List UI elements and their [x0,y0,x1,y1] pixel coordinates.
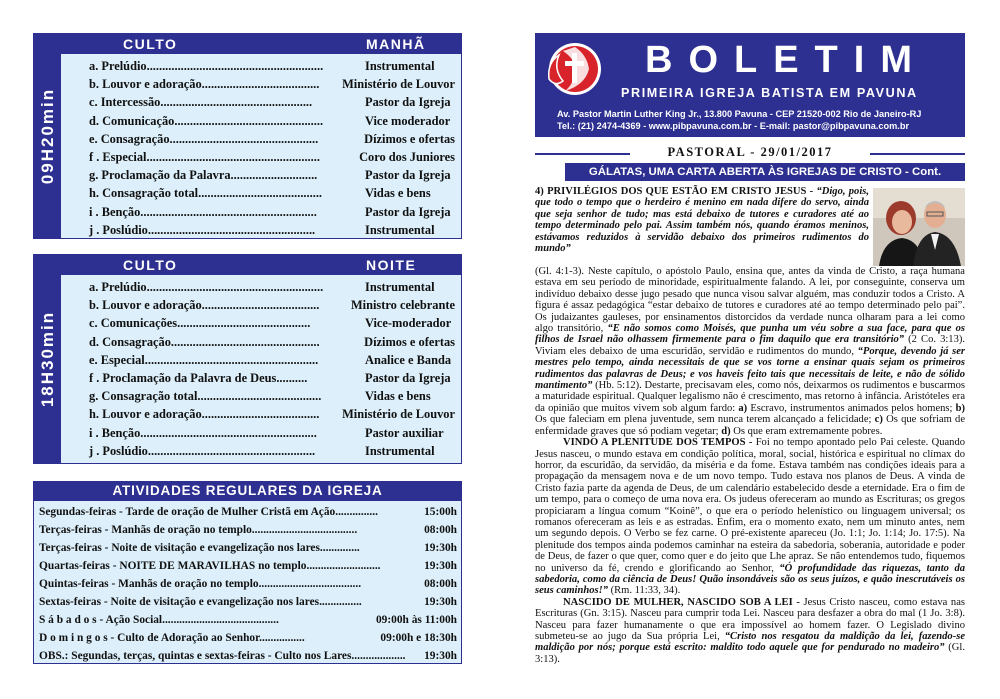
atividades-list [33,501,462,664]
program-row: g. Proclamação da Palavra............................ Pastor da Igreja [89,168,451,183]
bible-quote: “E não somos como Moisés, que punha um véu sobre a sua face, para que os filhos de Israel não olhassem firmemente para o fim daquilo que era transitório” [535,323,965,346]
noite-time-tab [34,255,61,463]
program-row: e. Consagração................................................ Dízimos e ofertas [89,131,455,146]
activity-row: D o m i n g o s - Culto de Adoração ao Senhor................ 09:00h e 18:30h [39,632,457,644]
bible-quote: “Digo, pois, que todo o tempo que o herdeiro é menino em nada difere do servo, ainda que seja senhor de tudo; mas está debaixo de tutores e curadores até ao tempo determinado pelo pai. Assim também nós, quando éramos meninos, estávamos reduzidos à servidão debaixo dos primeiros rudimentos do mundo” [535,186,870,255]
boletim-banner [535,33,965,137]
article-text: (Rm. 11:33, 34). [607,585,681,597]
manha-time-tab [34,34,61,238]
manha-program-list [89,57,455,239]
culto-manha-block [33,33,462,239]
program-row: g. Consagração total........................................ Vidas e bens [89,389,431,404]
program-row: h. Louvor e adoração...................................... Ministério de Louvor [89,407,455,422]
boletim-title: BOLETIM [645,39,928,81]
left-panel [0,0,485,699]
section-heading: VINDO A PLENITUDE DOS TEMPOS - [563,437,753,449]
program-row: c. Intercessão................................................. Pastor da Igreja [89,95,451,110]
section-heading: NASCIDO DE MULHER, NASCIDO SOB A LEI - [563,596,800,608]
activity-row: Quintas-feiras - Manhãs de oração no templo.................................... 08:00h [39,578,457,590]
manha-time: 09H20min [37,87,57,185]
culto-noite-block [33,254,462,464]
article-text: (Hb. 5:12). Destarte, precisavam eles, como nós, deixarmos os rudimentos e buscarmos a maturidade espiritual. Qualquer legalismo não é crescimento, mas retorno à infância. Aristóteles era da opinião que muitos vivem sob algum fardo: [535,380,965,414]
activity-row: Segundas-feiras - Tarde de oração de Mulher Cristã em Ação............... 15:00h [39,506,457,518]
program-row: e. Especial........................................................ Analice e Banda [89,352,452,367]
program-row: f . Especial........................................................ Coro dos Juniores [89,149,455,164]
church-contact: Tel.: (21) 2474-4369 - www.pibpavuna.com.br - E-mail: pastor@pibpavuna.com.br [557,121,910,131]
bible-quote: “Porque, devendo já ser mestres pelo tempo, ainda necessitais de que se vos torne a ensinar quais sejam os primeiros rudimentos das palavras de Deus; e vos haveis feito tais que necessitais de leite, e não de sólido mantimento” [535,345,965,392]
activity-row: Terças-feiras - Noite de visitação e evangelização nos lares.............. 19:30h [39,542,457,554]
program-row: h. Consagração total........................................ Vidas e bens [89,186,431,201]
program-row: i . Benção......................................................... Pastor auxiliar [89,425,444,440]
atividades-title: ATIVIDADES REGULARES DA IGREJA [33,481,462,501]
bible-quote: “Cristo nos resgatou da maldição da lei, fazendo-se maldição por nós; porque está escrito: maldito todo aquele que for pendurado no madeiro” [535,631,965,654]
church-name: PRIMEIRA IGREJA BATISTA EM PAVUNA [621,86,918,100]
article-subject: GÁLATAS, UMA CARTA ABERTA ÀS IGREJAS DE CRISTO - Cont. [565,163,965,181]
activity-row: S á b a d o s - Ação Social......................................... 09:00h às 11:00h [39,614,457,626]
article-text: Foi no tempo apontado pelo Pai celeste. Quando Jesus nasceu, o mundo estava em condição política, moral, social, histórica e espiritual no clímax do horror, da escuridão, da servidão, da miséria e da fome. Estava também nas condições ideais para a propagação da mensagem nova e de um novo tempo. Tudo estava nos planos de Deus. A vinda de Cristo fazia parte da agenda de Deus, de um calendário estabelecido desde a eternidade. Era o fim de um tempo, para o começo de uma nova era. Os judeus ofereceram ao mundo as Escrituras; os gregos propiciaram a língua comum “Koinê”, o que era o período helenístico ou linguagem universal; os romanos ofereceram as leis e as estradas. Enfim, era o momento exato, nem um minuto antes, nem um segundo depois. O Verbo se fez carne. O pré-existente apareceu (Jo. 1:1; Jo. 1:14; Jo. 17:5). Na plenitude dos tempos ainda podemos caminhar na esteira da sabedoria, soberania, autoridade e poder de Deus, de fazer o que quer, como quer e do jeito que Lhe apraz. Se não entendemos tudo, fiquemos no universo da fé, crendo e glorificando ao Senhor, [535,437,966,574]
section-heading: 4) PRIVILÉGIOS DOS QUE ESTÃO EM CRISTO JESUS - [535,186,814,197]
article-text: (Gl. 4:1-3). Neste capítulo, o apóstolo Paulo, ensina que, antes da vinda de Cristo, a raça humana estava em seu período de minoridade, espiritualmente falando. A lei, por conseguinte, conserva um indivíduo debaixo desse jugo pesado que nunca visou salvar alguém, mas conduzir todos a Cristo. A figura é assaz pedagógica “estar debaixo de tutores e curadores até ao tempo determinado pelo pai”. Os judaizantes gauleses, por ensinamentos distorcidos da verdade nunca olharam para a lei como algo transitório, [535,266,965,335]
program-row: j . Poslúdio...................................................... Instrumental [89,222,435,237]
program-row: f . Proclamação da Palavra de Deus.......... Pastor da Igreja [89,370,451,385]
noite-header-label: CULTO [123,257,178,273]
article-part-1 [535,186,869,254]
church-address: Av. Pastor Martin Luther King Jr., 13.800 Pavuna - CEP 21520-002 Rio de Janeiro-RJ [557,109,922,119]
program-row: d. Consagração................................................ Dízimos e ofertas [89,334,455,349]
program-row: d. Comunicação................................................ Vice moderador [89,113,451,128]
noite-header [61,255,461,275]
pastor-couple-photo [873,188,965,266]
activity-row: Quartas-feiras - NOITE DE MARAVILHAS no templo.......................... 19:30h [39,560,457,572]
manha-header-label: CULTO [123,36,178,52]
program-row: i . Benção......................................................... Pastor da Igreja [89,204,451,219]
noite-time: 18H30min [37,310,57,408]
activity-row: OBS.: Segundas, terças, quintas e sextas-feiras - Culto nos Lares................... 19:30h [39,650,457,662]
article-text: Jesus Cristo nasceu, como estava nas Escrituras (Gn. 3:15). Nasceu para cumprir toda Lei. Nasceu para desfazer a obra do mal (1 Jo. 3:8). Nasceu para fazer humanamente o que era impossível ao homem fazer. O Legislado divino submeteu-se ao jugo da Sua própria Lei, [535,596,965,642]
program-row: j . Poslúdio...................................................... Instrumental [89,443,435,458]
manha-header-period: MANHÃ [366,36,426,52]
activity-row: Terças-feiras - Manhãs de oração no templo..................................... 08:00h [39,524,457,536]
article-text: (2 Co. 3:13). Viviam eles debaixo de uma escuridão, servidão e rudimentos do mundo, [535,334,965,357]
program-row: c. Comunicações........................................... Vice-moderador [89,316,452,331]
noite-program-list [89,278,455,460]
program-row: a. Prelúdio......................................................... Instrumental [89,59,435,73]
noite-header-period: NOITE [366,257,417,273]
program-row: a. Prelúdio......................................................... Instrumental [89,280,435,294]
article-part-2: (Gl. 4:1-3). Neste capítulo, o apóstolo Paulo, ensina que, antes da vinda de Cristo, a raça humana estava em seu período de minoridade, espiritualmente falando. A lei, por conseguinte, conserva um indivíduo debaixo desse jugo pesado que nunca visou salvar alguém, mas conduzir todos a Cristo. A figura é assaz pedagógica “estar debaixo de tutores e curadores até ao tempo determinado pelo pai”. Os judaizantes gauleses, por ensinamentos distorcidos da verdade nunca olharam para a lei como algo transitório, “E não somos como Moisés, que punha um véu sobre a sua face, para que os filhos de Israel não olhassem firmemente para o fim daquilo que era transitório” (2 Co. 3:13). Viviam eles debaixo de uma escuridão, servidão e rudimentos do mundo, “Porque, devendo já ser mestres pelo tempo, ainda necessitais de que se vos torne a ensinar quais sejam os primeiros rudimentos das palavras de Deus; e vos haveis feito tais que necessitais de leite, e não de sólido mantimento” (Hb. 5:12). Destarte, precisavam eles, como nós, deixarmos os rudimentos e buscarmos a maturidade espiritual. Qualquer legalismo não é crescimento, mas retorno à infância. Aristóteles era da opinião que muitos vivem sob algum fardo: a) Escravo, instrumentos animados pelos homens; b) Os que faleciam em plena juventude, sem nunca terem alcançado a felicidade; c) Os que sofriam de enfermidade graves que só podiam vegetar; d) Os que eram extremamente pobres. VINDO A PLENITUDE DOS TEMPOS - Foi no tempo apontado pelo Pai celeste. Quando Jesus nasceu, o mundo estava em condição política, moral, social, histórica e espiritual no clímax do horror, da escuridão, da servidão, da miséria e da fome. Estava também nas condições ideais para a propagação da mensagem nova e de um novo tempo. Tudo estava nos planos de Deus. A vinda de Cristo fazia parte da agenda de Deus, de um calendário estabelecido desde a eternidade. Era o fim de um tempo, para o começo de uma nova era. Os judeus ofereceram ao mundo as Escrituras; os gregos propiciaram a língua comum “Koinê”, o que era o período helenístico ou linguagem universal; os romanos ofereceram as leis e as estradas. Enfim, era o momento exato, nem um minuto antes, nem um segundo depois. O Verbo se fez carne. O pré-existente apareceu (Jo. 1:1; Jo. 1:14; Jo. 17:5). Na plenitude dos tempos ainda podemos caminhar na esteira da sabedoria, soberania, autoridade e poder de Deus, de fazer o que quer, como quer e do jeito que Lhe apraz. Se não entendemos tudo, fiquemos no universo da fé, crendo e glorificando ao Senhor, “Ó profundidade das riquezas, tanto da sabedoria, como da ciência de Deus! Quão insondáveis são os seus juízos, e quão inescrutáveis os seus caminhos!” (Rm. 11:33, 34). NASCIDO DE MULHER, NASCIDO SOB A LEI - Jesus Cristo nasceu, como estava nas Escrituras (Gn. 3:15). Nasceu para cumprir toda Lei. Nasceu para desfazer a obra do mal (1 Jo. 3:8). Nasceu para fazer humanamente o que era impossível ao homem fazer. O Legislado divino submeteu-se ao jugo da Sua própria Lei, “Cristo nos resgatou da maldição da lei, fazendo-se maldição por nós; porque está escrito: maldito todo aquele que for pendurado no madeiro” (Gl. 3:13). [535,266,966,665]
manha-header [61,34,461,54]
program-row: b. Louvor e adoração...................................... Ministro celebrante [89,298,455,313]
program-row: b. Louvor e adoração...................................... Ministério de Louvor [89,77,455,92]
pastoral-date: PASTORAL - 29/01/2017 [535,145,965,163]
church-logo-icon [541,39,603,103]
article-text: (Gl. 3:13). [535,642,965,665]
bible-quote: “Ó profundidade das riquezas, tanto da sabedoria, como da ciência de Deus! Quão insondáveis são os seus juízos, e quão inescrutáveis os seus caminhos!” [535,562,965,597]
activity-row: Sextas-feiras - Noite de visitação e evangelização nos lares............... 19:30h [39,596,457,608]
